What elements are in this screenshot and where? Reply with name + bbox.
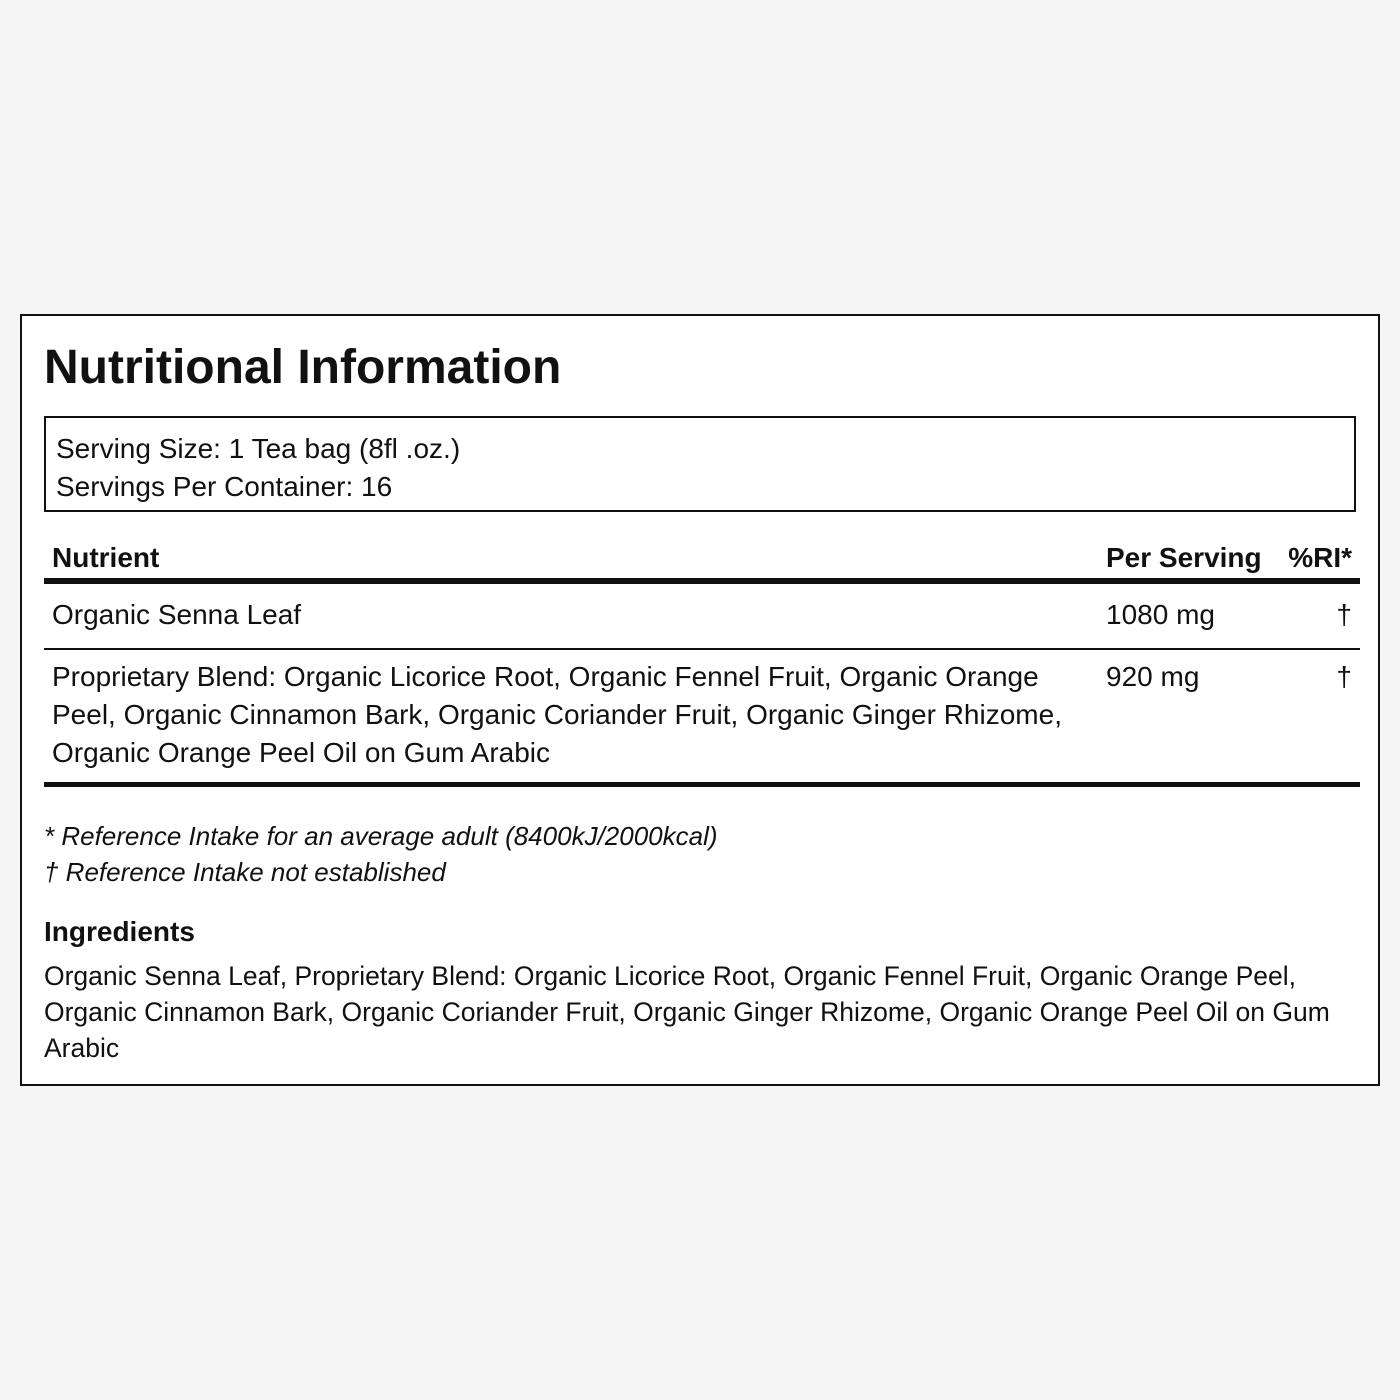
table-row	[44, 650, 1360, 787]
servings-per-container: Servings Per Container: 16	[56, 471, 393, 502]
footnotes	[44, 818, 718, 890]
ingredients-heading: Ingredients	[44, 916, 195, 947]
header-per-serving: Per Serving	[1106, 542, 1262, 573]
serving-info-box	[44, 416, 1356, 512]
nutrient-name: Proprietary Blend: Organic Licorice Root, Organic Fennel Fruit, Organic Orange Peel, Organic Cinnamon Bark, Organic Coriander Fruit, Organic Ginger Rhizome, Organic Orange Peel Oil on Gum Arabic	[52, 661, 1062, 768]
footnote-ri: * Reference Intake for an average adult (8400kJ/2000kcal)	[44, 821, 718, 851]
nutrient-name: Organic Senna Leaf	[52, 599, 302, 630]
header-ri: %RI*	[1288, 542, 1352, 573]
table-header-row	[44, 538, 1360, 584]
header-nutrient: Nutrient	[52, 542, 160, 573]
nutrition-panel	[20, 314, 1380, 1086]
page-title: Nutritional Information	[44, 341, 562, 394]
nutrient-ri: †	[1336, 661, 1352, 692]
nutrient-table	[44, 538, 1360, 787]
footnote-dagger: † Reference Intake not established	[44, 857, 446, 887]
nutrient-amount: 1080 mg	[1106, 599, 1215, 630]
serving-size: Serving Size: 1 Tea bag (8fl .oz.)	[56, 433, 461, 464]
ingredients-list: Organic Senna Leaf, Proprietary Blend: Organic Licorice Root, Organic Fennel Fruit, Organic Orange Peel, Organic Cinnamon Bark, Organic Coriander Fruit, Organic Ginger Rhizome, Organic Orange Peel Oil on Gum Arabic	[44, 961, 1330, 1063]
nutrient-ri: †	[1336, 599, 1352, 630]
table-row	[44, 584, 1360, 650]
nutrient-amount: 920 mg	[1106, 661, 1200, 692]
